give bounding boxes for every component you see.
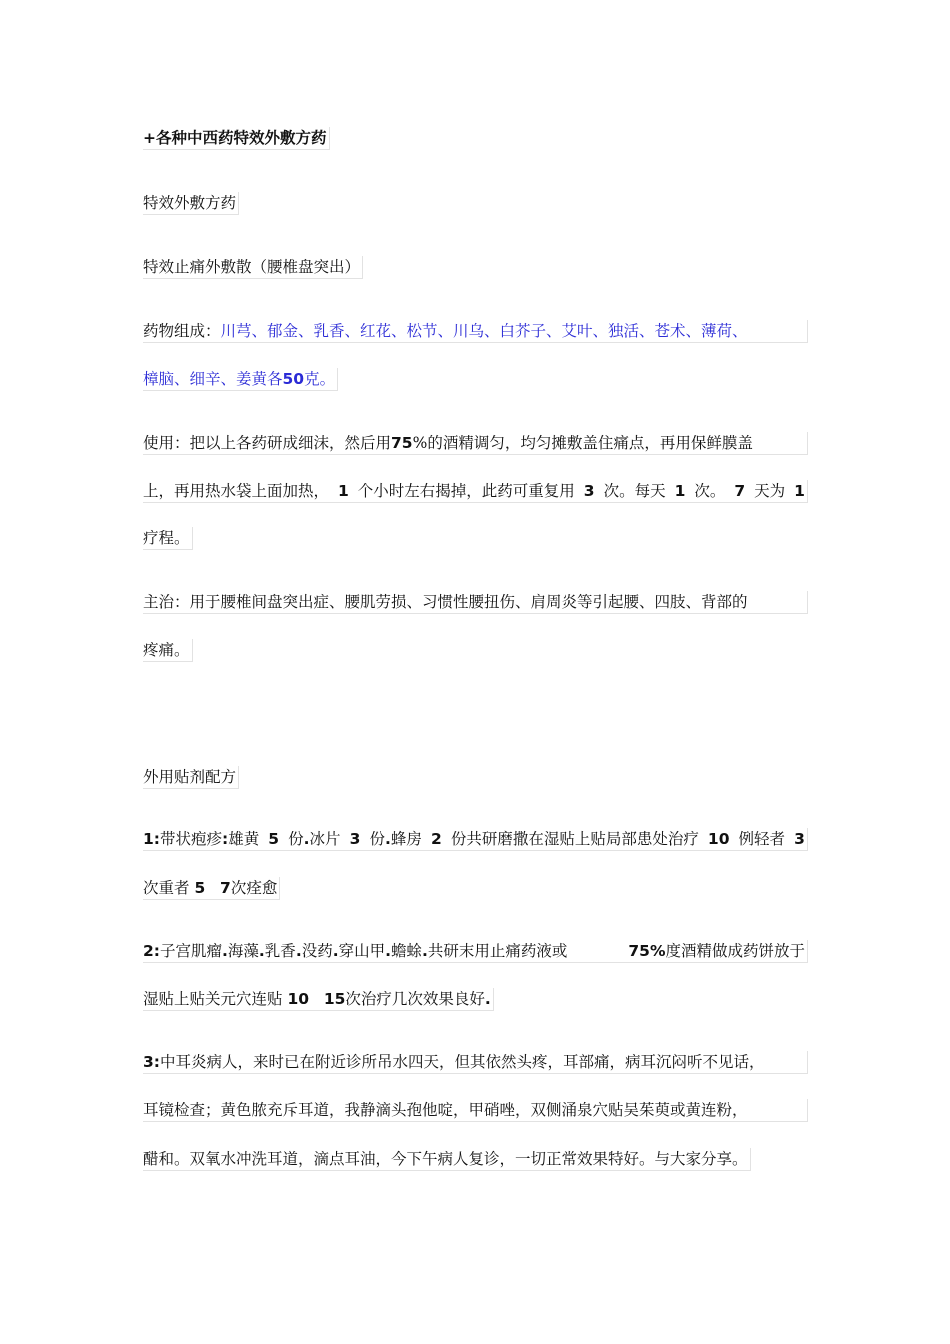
item1-number: 2 <box>430 830 442 848</box>
item1-part: 1:带状疱疹:雄黄 <box>143 830 260 848</box>
item3-line-2: 耳镜检查；黄色脓充斥耳道，我静滴头孢他啶，甲硝唑，双侧涌泉穴贴吴茱萸或黄连粉， <box>143 1099 808 1122</box>
item3-text: 中耳炎病人，来时已在附近诊所吊水四天，但其依然头疼，耳部痛，病耳沉闷听不见话， <box>159 1053 765 1071</box>
composition-line-1 <box>143 320 808 343</box>
item2-part: 2:子宫肌瘤.海藻.乳香.没药.穿山甲.蟾蜍.共研末用止痛药液或 <box>143 942 568 960</box>
item1-part: 例轻者 <box>738 830 786 848</box>
usage-text: 个小时左右揭掉，此药可重复用 <box>357 482 575 500</box>
title-text: +各种中西药特效外敷方药 <box>143 129 327 147</box>
section2-heading: 外用贴剂配方 <box>143 766 239 789</box>
usage-number: 1 <box>674 482 686 500</box>
composition-unit: 克。 <box>304 370 336 388</box>
item1-number: 5 <box>194 879 206 897</box>
usage-number: 75 <box>391 434 413 452</box>
item1-line-2 <box>143 877 280 900</box>
item1-number: 5 <box>268 830 280 848</box>
item1-part: 次重者 <box>143 879 190 897</box>
document-title <box>143 127 330 150</box>
item2-part: 75%度酒精做成药饼放于 <box>628 942 805 960</box>
item2-line-1 <box>143 940 808 963</box>
usage-number: 7 <box>734 482 746 500</box>
usage-text: 次。每天 <box>603 482 666 500</box>
item3-number: 3: <box>143 1053 160 1071</box>
indication-line-2: 疼痛。 <box>143 639 193 662</box>
item2-part: 湿贴上贴关元穴连贴 <box>143 990 283 1008</box>
usage-text: 天为 <box>754 482 786 500</box>
composition-label: 药物组成： <box>143 322 221 340</box>
item2-line-2 <box>143 988 494 1011</box>
usage-number: 3 <box>583 482 595 500</box>
item1-part: 次痊愈 <box>230 879 278 897</box>
item1-line-1 <box>143 828 808 851</box>
usage-line-3: 疗程。 <box>143 527 193 550</box>
item2-part: 次治疗几次效果良好 <box>345 990 485 1008</box>
item2-part: . <box>484 990 491 1008</box>
item1-number: 3 <box>794 830 805 848</box>
item3-line-1 <box>143 1051 808 1074</box>
item3-line-3: 醋和。双氧水冲洗耳道，滴点耳油，今下午病人复诊，一切正常效果特好。与大家分享。 <box>143 1148 751 1171</box>
composition-line-2 <box>143 368 338 391</box>
usage-text: 上，再用热水袋上面加热， <box>143 482 330 500</box>
usage-line-2 <box>143 480 808 503</box>
item1-number: 10 <box>707 830 730 848</box>
section1-heading: 特效止痛外敷散（腰椎盘突出） <box>143 256 363 279</box>
item2-number: 15 <box>323 990 346 1008</box>
usage-text: %的酒精调匀，均匀摊敷盖住痛点，再用保鲜膜盖 <box>412 434 753 452</box>
composition-herbs-2: 樟脑、细辛、姜黄各 <box>143 370 283 388</box>
usage-number: 1 <box>794 482 805 500</box>
indication-line-1: 主治：用于腰椎间盘突出症、腰肌劳损、习惯性腰扭伤、肩周炎等引起腰、四肢、背部的 <box>143 591 808 614</box>
section-subtitle: 特效外敷方药 <box>143 192 239 215</box>
composition-herbs-1: 川芎、郁金、乳香、红花、松节、川乌、白芥子、艾叶、独活、苍术、薄荷、 <box>220 322 748 340</box>
item1-number: 7 <box>220 879 231 897</box>
item1-number: 3 <box>349 830 361 848</box>
item1-part: 份.蜂房 <box>369 830 422 848</box>
item1-part: 份.冰片 <box>288 830 341 848</box>
item1-part: 份共研磨撒在湿贴上贴局部患处治疗 <box>450 830 699 848</box>
usage-number: 1 <box>338 482 349 500</box>
usage-text: 使用：把以上各药研成细沫，然后用 <box>143 434 392 452</box>
usage-line-1 <box>143 432 808 455</box>
usage-text: 次。 <box>694 482 726 500</box>
composition-dose: 50 <box>282 370 305 388</box>
item2-number: 10 <box>287 990 310 1008</box>
